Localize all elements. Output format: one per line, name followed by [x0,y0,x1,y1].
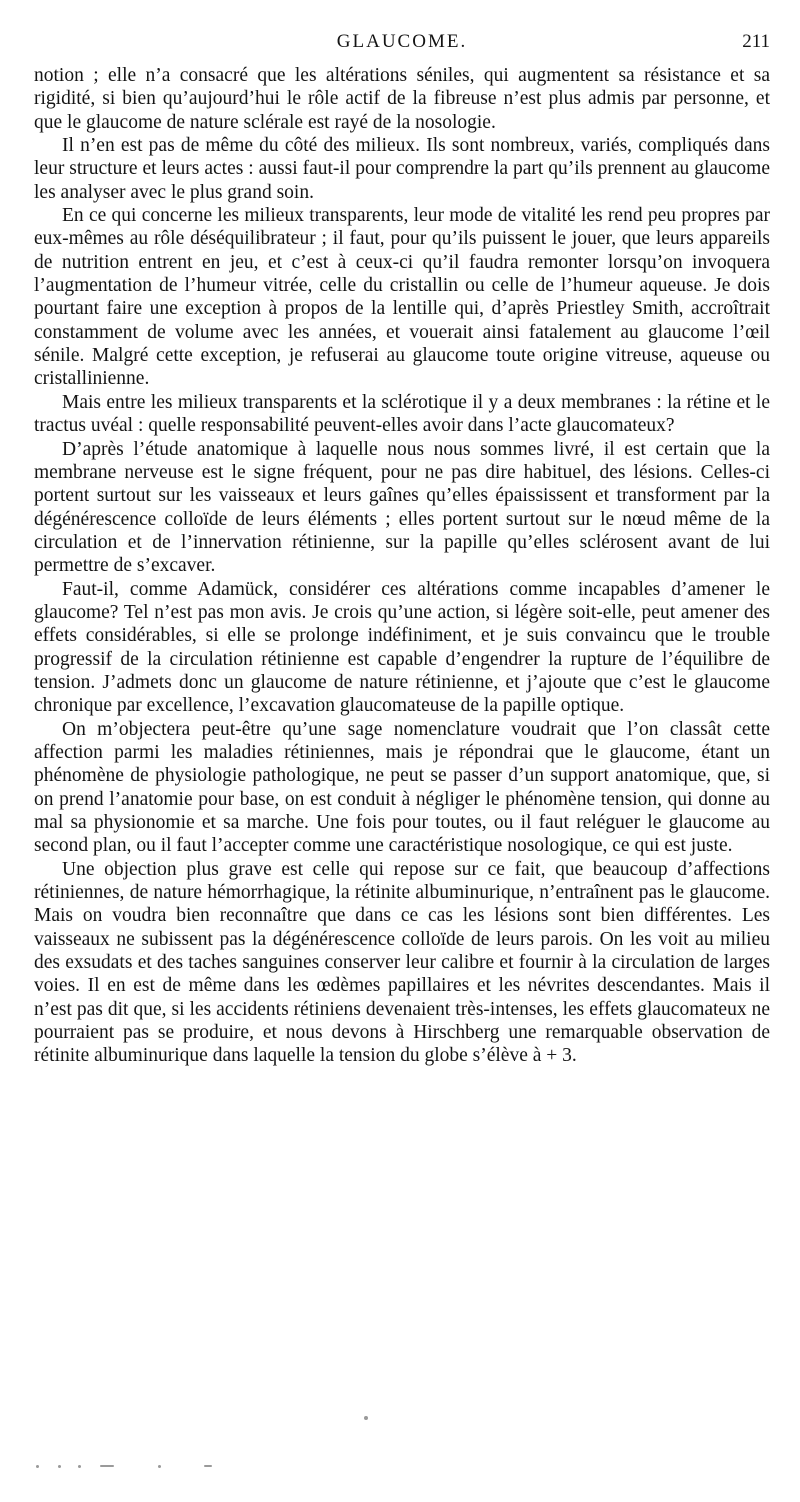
paragraph-milieux: Il n’en est pas de même du côté des milieux. Ils sont nombreux, variés, compliqués dans leur structure et leurs actes : aussi faut-il pour comprendre la part qu’ils prennent au glaucome les analyser avec le plus grand soin. [34,135,770,203]
paragraph-membranes: Mais entre les milieux transparents et la sclérotique il y a deux membranes : la rétine et le tractus uvéal : quelle responsabilité peuvent-elles avoir dans l’acte glaucomateux? [34,391,770,437]
speck [100,1465,114,1467]
paragraph-nomenclature: On m’objectera peut-être qu’une sage nomenclature voudrait que l’on classât cette affection parmi les maladies rétiniennes, mais je répondrai que le glaucome, étant un phénomène de physiologie pathologique, ne peut se passer d’un support anatomique, que, si on prend l’anatomie pour base, on est conduit à négliger le phénomène tension, qui donne au mal sa physionomie et sa marche. Une fois pour toutes, ou il faut reléguer le glaucome au second plan, ou il faut l’accepter comme une caractéristique nosologique, ce qui est juste. [34,718,770,857]
paragraph-continuation: notion ; elle n’a consacré que les altérations séniles, qui augmentent sa résistance et sa rigidité, si bien qu’aujourd’hui le rôle actif de la fibreuse n’est plus admis par personne, et que le glaucome de nature sclérale est rayé de la nosologie. [34,65,770,133]
speck [158,1465,161,1468]
paragraph-adamuck: Faut-il, comme Adamück, considérer ces altérations comme incapables d’amener le glaucome? Tel n’est pas mon avis. Je crois qu’une action, si légère soit-elle, peut amener des effets considérables, si elle se prolonge indéfiniment, et je suis convaincu que le trouble progressif de la circulation rétinienne est capable d’engendrer la rupture de l’équilibre de tension. J’admets donc un glaucome de nature rétinienne, et j’ajoute que c’est le glaucome chronique par excellence, l’excavation glaucomateuse de la papille optique. [34,578,770,717]
paragraph-objection: Une objection plus grave est celle qui repose sur ce fait, que beaucoup d’affections rétiniennes, de nature hémorrhagique, la rétinite albuminurique, n’entraînent pas le glaucome. Mais on voudra bien reconnaître que dans ce cas les lésions sont bien différentes. Les vaisseaux ne subissent pas la dégénérescence colloïde de leurs parois. On les voit au milieu des exsudats et des taches sanguines conserver leur calibre et fournir à la circulation de larges voies. Il en est de même dans les œdèmes papillaires et les névrites descendantes. Mais il n’est pas dit que, si les accidents rétiniens devenaient très-intenses, les effets glaucomateux ne pourraient pas se produire, et nous devons à Hirschberg une remarquable observation de rétinite albuminurique dans laquelle la tension du globe s’élève à + 3. [34,858,770,1067]
paragraph-milieux-transparents: En ce qui concerne les milieux transparents, leur mode de vitalité les rend peu propres par eux-mêmes au rôle déséquilibrateur ; il faut, pour qu’ils puissent le jouer, que leurs appareils de nutrition entrent en jeu, et c’est à ceux-ci qu’il faudra remonter lorsqu’on invoquera l’augmentation de l’humeur vitrée, celle du cristallin ou celle de l’humeur aqueuse. Je dois pourtant faire une exception à propos de la lentille qui, d’après Priestley Smith, accroîtrait constamment de volume avec les années, et vouerait ainsi fatalement au glaucome l’œil sénile. Malgré cette exception, je refuserai au glaucome toute origine vitreuse, aqueuse ou cristallinienne. [34,205,770,390]
speck [204,1465,212,1467]
page-specks [34,1462,234,1472]
body-text [34,64,770,1068]
book-page [34,30,770,1068]
running-title: GLAUCOME. [336,31,468,52]
speck [36,1465,39,1468]
speck [58,1465,61,1468]
paragraph-etude-anatomique: D’après l’étude anatomique à laquelle nous nous sommes livré, il est certain que la membrane nerveuse est le signe fréquent, pour ne pas dire habituel, des lésions. Celles-ci portent surtout sur les vaisseaux et leurs gaînes qu’elles épaississent et transforment par la dégénérescence colloïde de leurs éléments ; elles portent surtout sur le nœud même de la circulation et de l’innervation rétinienne, sur la papille qu’elles sclérosent avant de lui permettre de s’excaver. [34,438,770,577]
running-head [34,30,770,60]
page-number: 211 [742,31,770,52]
speck [364,1416,368,1420]
speck [78,1465,81,1468]
